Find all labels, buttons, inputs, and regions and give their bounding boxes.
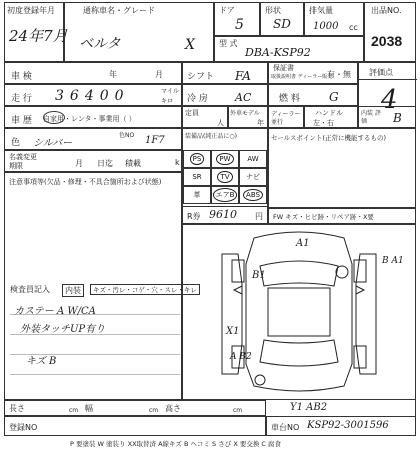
wheel-rear-right	[354, 346, 366, 368]
mileage-cell	[4, 84, 182, 106]
displacement-unit: cc	[349, 23, 358, 32]
mileage-unit-top: マイル	[161, 88, 179, 95]
equipment-item-label: ナビ	[246, 173, 260, 181]
history-label: 車 歴	[11, 116, 32, 126]
color-cell	[4, 128, 182, 150]
width-label: 幅	[85, 404, 93, 413]
aircon-value: AC	[235, 91, 252, 104]
r-ticket-cell	[182, 206, 268, 224]
handle-cell	[304, 106, 358, 128]
r-ticket-label: R券	[187, 212, 201, 221]
first-reg-value: 24年7月	[9, 27, 68, 45]
load-unit: k	[175, 158, 180, 167]
warranty-sublabel: 取扱説明書 ディーラー販売	[271, 74, 333, 80]
ext-model-unit: 年	[257, 119, 264, 127]
warranty-label: 保証書	[273, 64, 294, 72]
shift-value: FA	[235, 69, 251, 83]
equipment-item	[211, 150, 239, 168]
history-options: 自家用・レンタ・事業用（ ）	[43, 115, 136, 123]
equipment-label: 装備品(純正品に○)	[185, 133, 237, 140]
interior-label: 内装 評価	[361, 110, 381, 125]
shift-cell	[182, 62, 268, 84]
diag-mark-ab2-left: A B2	[230, 352, 252, 362]
color-value: シルバー	[33, 138, 73, 149]
interior-value: B	[393, 111, 402, 125]
equipment-item	[183, 168, 211, 186]
model-name-value: ベルタ	[79, 36, 121, 52]
lot-cell	[364, 2, 416, 62]
shaken-month: 月	[155, 70, 163, 79]
equipment-item-label: エアB	[213, 188, 238, 202]
diag-mark-ba1: B A1	[382, 256, 404, 266]
equipment-item	[239, 186, 267, 204]
door-label: ドア	[219, 6, 235, 15]
length-unit: cm	[69, 407, 79, 414]
dealer-cell	[268, 106, 304, 128]
model-name-label: 通称車名・グレード	[83, 6, 155, 15]
diag-mark-b1: B1	[252, 270, 266, 281]
wheel-front-left	[232, 260, 244, 282]
inspection-note-2: 外装タッチUP有り	[20, 324, 106, 335]
shape-cell	[260, 2, 304, 36]
name-change-cell	[4, 150, 182, 172]
inspection-interior-label: 内装	[62, 284, 84, 297]
displacement-cell	[304, 2, 364, 36]
shaken-cell	[4, 62, 182, 84]
ext-model-label: 外車モデル	[230, 110, 260, 117]
interior-cell	[358, 106, 416, 128]
reg-no-label: 登録NO	[9, 423, 38, 432]
equipment-item	[239, 150, 267, 168]
equipment-item-label: TV	[217, 171, 232, 183]
name-change-day: 日迄	[97, 159, 113, 168]
type-value: DBA-KSP92	[245, 46, 311, 59]
shaken-year: 年	[109, 70, 117, 79]
handle-label: ハンドル	[315, 109, 343, 117]
mirror-right	[356, 286, 364, 294]
equipment-item	[239, 168, 267, 186]
score-divider	[359, 79, 417, 80]
car-diagram	[182, 224, 416, 400]
equipment-item	[211, 186, 239, 204]
footer-legend: P 要塗装 W 塗装り XX取替済 A線キズ B ヘコミ S さび X 要交換 C 腐食	[70, 440, 282, 448]
equipment-item	[183, 186, 211, 204]
load-label: 積載	[125, 159, 141, 168]
type-cell	[214, 36, 364, 62]
diag-mark-y1-ab2: Y1 AB2	[290, 402, 328, 413]
equipment-item-label: 革	[193, 191, 201, 199]
score-value: 4	[381, 85, 398, 115]
r-ticket-unit: 円	[255, 212, 263, 221]
lot-value: 2038	[371, 33, 403, 49]
warranty-options: 有・無	[327, 70, 351, 79]
model-mark: X	[185, 37, 195, 53]
notes-label: 注意事項等(欠品・修理・不具合箇所および状態)	[9, 178, 162, 186]
door-cell	[214, 2, 260, 36]
shape-label: 形状	[265, 6, 281, 15]
sales-point-area	[268, 128, 416, 208]
aircon-label: 冷 房	[187, 94, 208, 104]
equipment-item-label: PS	[190, 153, 205, 165]
displacement-value: 1000	[313, 21, 339, 32]
dealer-label: ディーラー 並行	[271, 111, 301, 126]
color-no-value: 1F7	[145, 135, 165, 146]
capacity-label: 定員	[185, 109, 199, 117]
car-windshield	[260, 261, 338, 286]
wheel-front-right	[354, 260, 366, 282]
name-change-label: 名義変更 期限	[9, 153, 37, 170]
equipment-item-label: SR	[192, 173, 202, 181]
fuel-cell	[268, 84, 358, 106]
mirror-left	[234, 286, 242, 294]
car-roof	[268, 288, 330, 336]
color-label: 色	[11, 138, 21, 148]
mileage-unit-bottom: キロ	[161, 98, 174, 105]
aircon-cell	[182, 84, 268, 106]
handle-value: 左・右	[313, 119, 334, 127]
mileage-label: 走 行	[11, 94, 32, 104]
warranty-cell	[268, 62, 358, 84]
equipment-item	[211, 168, 239, 186]
shift-label: シフト	[187, 72, 215, 82]
equipment-grid	[182, 150, 268, 210]
first-reg-label: 初度登録年月	[7, 6, 55, 15]
lot-label: 出品NO.	[371, 6, 402, 15]
inspection-note-3: キズ B	[26, 356, 57, 367]
shaken-label: 車 検	[11, 72, 32, 82]
diag-mark-a1-top: A1	[296, 238, 310, 249]
mileage-value: 36400	[55, 88, 130, 104]
equipment-item-label: PW	[216, 153, 233, 165]
width-unit: cm	[149, 407, 159, 414]
height-label: 高さ	[165, 404, 181, 413]
car-rear-window	[260, 340, 338, 366]
sales-point-label: セールスポイント(正常に機能するもの)	[271, 134, 386, 142]
length-label: 長さ	[9, 404, 25, 413]
damage-mark-2	[255, 375, 265, 385]
damage-mark-1	[336, 266, 348, 278]
damage-legend-cell	[268, 208, 416, 224]
capacity-cell	[182, 106, 228, 128]
color-no-label: 色NO	[119, 132, 135, 139]
chassis-label: 車台NO	[271, 423, 300, 432]
first-reg-cell	[4, 2, 68, 62]
history-circle	[43, 111, 65, 124]
history-cell	[4, 106, 182, 128]
car-body-outline	[246, 232, 352, 391]
name-change-month: 月	[75, 159, 83, 168]
door-value: 5	[235, 17, 244, 33]
capacity-unit: 人	[217, 119, 224, 127]
reg-no-cell	[4, 416, 266, 436]
equipment-item-label: ABS	[243, 189, 263, 201]
height-unit: cm	[233, 407, 243, 414]
model-name-cell	[64, 2, 214, 62]
diag-mark-x1: X1	[226, 326, 240, 337]
equipment-item-label: AW	[247, 155, 259, 163]
displacement-label: 排気量	[309, 6, 333, 15]
chassis-cell	[266, 416, 416, 436]
damage-legend: FW キズ・ヒビ跡・リペア跡・X要	[273, 213, 374, 221]
inspection-interior-items: キズ・汚レ・コゲ・穴・スレ・キレ	[90, 284, 200, 295]
type-label: 型 式	[219, 39, 238, 48]
fuel-value: G	[329, 90, 339, 104]
equipment-item	[183, 150, 211, 168]
inspection-line-4	[10, 374, 180, 375]
dimensions-row	[4, 400, 266, 416]
r-ticket-value: 9610	[209, 208, 237, 221]
shape-value: SD	[273, 17, 291, 31]
inspection-block	[10, 282, 197, 402]
inspection-label: 検査員記入	[10, 285, 50, 294]
score-label: 評価点	[369, 68, 393, 77]
inspection-note-1: カステー A W/CA	[14, 306, 96, 317]
chassis-value: KSP92-3001596	[307, 420, 389, 431]
ext-model-cell	[228, 106, 268, 128]
fuel-label: 燃 料	[279, 94, 300, 104]
